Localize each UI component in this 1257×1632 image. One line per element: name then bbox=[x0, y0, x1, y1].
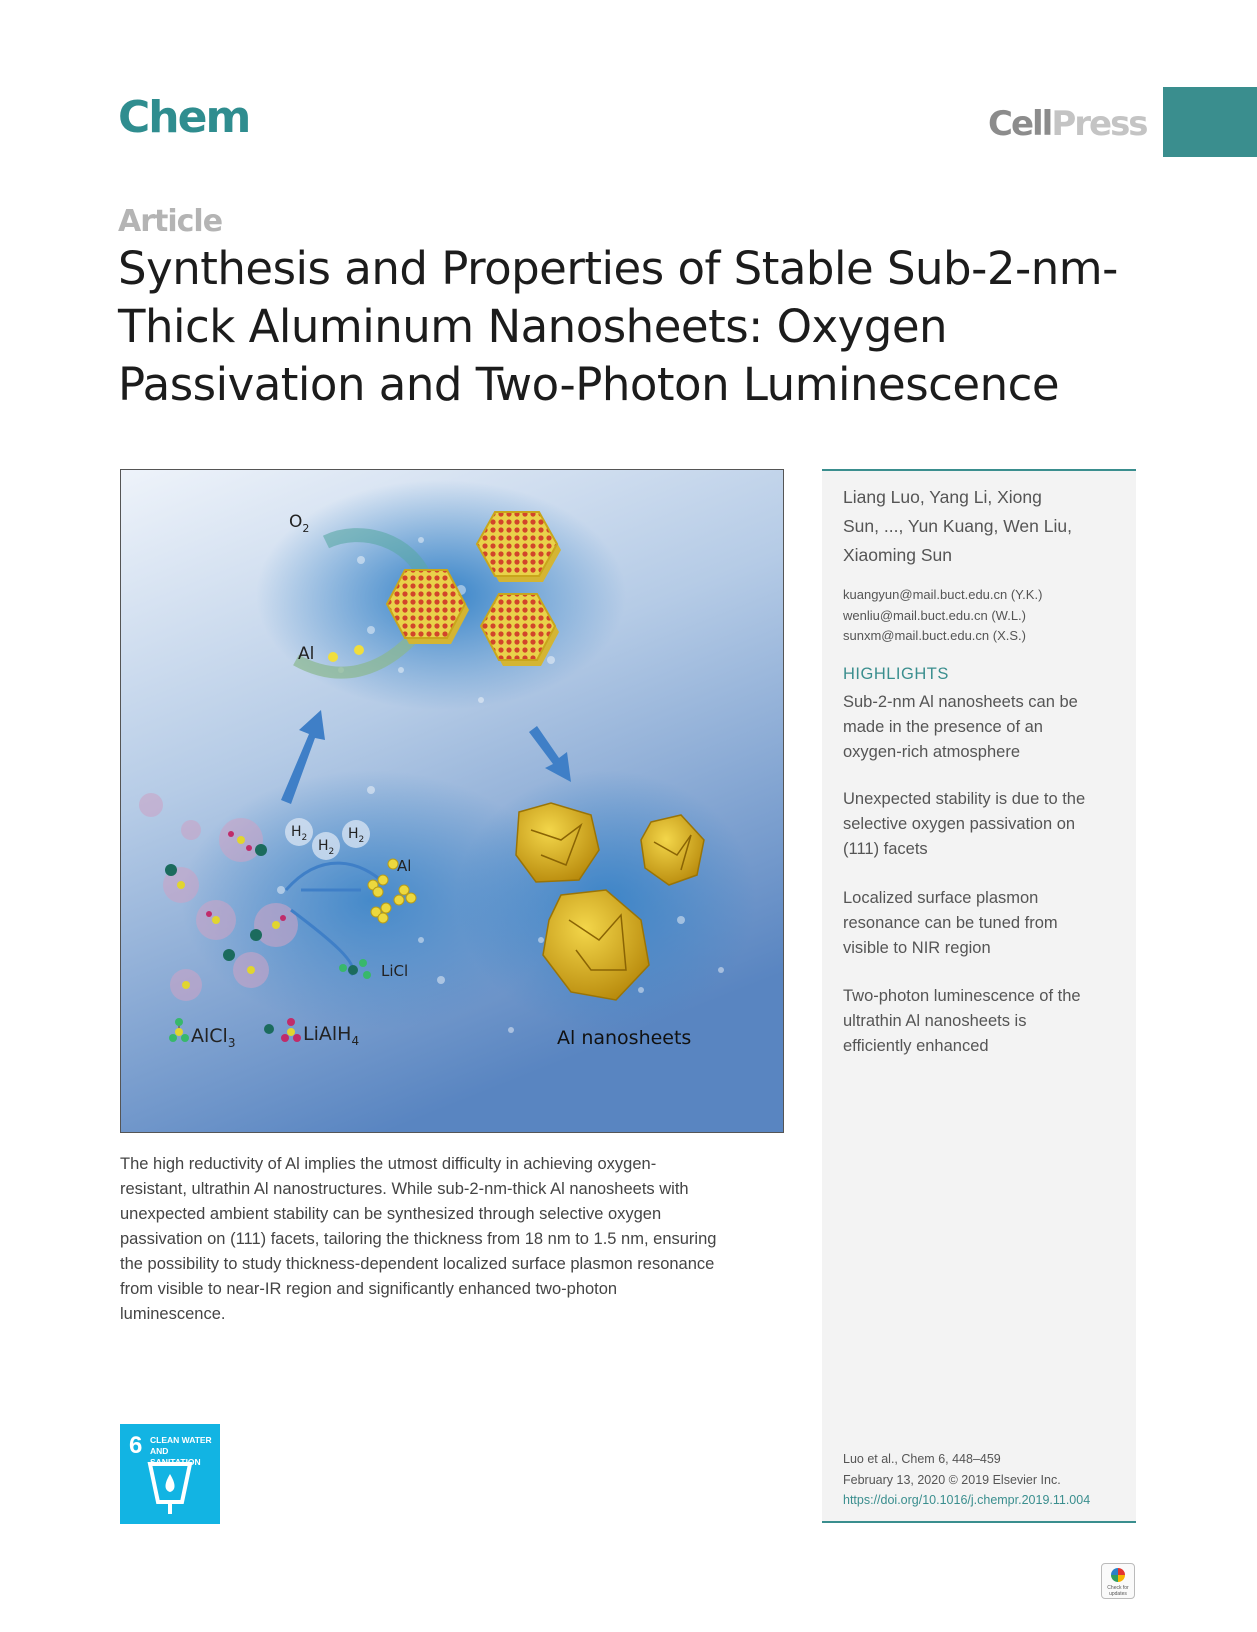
abstract-line: The high reductivity of Al implies the utmost difficulty in achieving oxygen- bbox=[120, 1155, 657, 1173]
highlight-line: efficiently enhanced bbox=[843, 1037, 989, 1055]
author-line: Liang Luo, Yang Li, Xiong bbox=[843, 487, 1042, 507]
highlight-line: resonance can be tuned from bbox=[843, 914, 1058, 932]
sdg-label-line: AND SANITATION bbox=[150, 1446, 201, 1467]
title-line: Passivation and Two-Photon Luminescence bbox=[118, 358, 1060, 411]
abstract-text bbox=[120, 1152, 780, 1327]
highlight-line: selective oxygen passivation on bbox=[843, 815, 1076, 833]
alcl3-legend-label: AlCl$_3$ bbox=[191, 1025, 236, 1050]
highlight-item bbox=[843, 886, 1058, 961]
highlight-line: made in the presence of an bbox=[843, 718, 1043, 736]
abstract-line: resistant, ultrathin Al nanostructures. While sub-2-nm-thick Al nanosheets with bbox=[120, 1180, 689, 1198]
email-list bbox=[843, 585, 1042, 647]
check-for-updates-badge[interactable] bbox=[1101, 1563, 1135, 1599]
journal-logo: Chem bbox=[118, 92, 250, 143]
al-atom bbox=[328, 652, 338, 662]
author-line: Sun, ..., Yun Kuang, Wen Liu, bbox=[843, 516, 1072, 536]
o2-label: $O_2$ bbox=[289, 512, 310, 535]
al-right-label: Al bbox=[397, 857, 412, 875]
highlight-line: Localized surface plasmon bbox=[843, 889, 1039, 907]
citation-block bbox=[843, 1449, 1090, 1511]
highlight-item bbox=[843, 984, 1081, 1059]
water-glass-icon bbox=[120, 1424, 220, 1524]
check-for-updates-label: Check for updates bbox=[1107, 1585, 1129, 1597]
al-top-label: Al bbox=[298, 644, 315, 664]
author-list bbox=[843, 483, 1072, 570]
h2-label: $H_2$ bbox=[348, 826, 365, 845]
highlight-line: ultrathin Al nanosheets is bbox=[843, 1012, 1027, 1030]
article-type-label: Article bbox=[118, 204, 223, 239]
al-atom bbox=[354, 645, 364, 655]
h2-label: $H_2$ bbox=[291, 824, 308, 843]
highlight-line: (111) facets bbox=[843, 840, 928, 858]
author-email[interactable]: kuangyun@mail.buct.edu.cn (Y.K.) bbox=[843, 587, 1043, 602]
al-nanosheets-label: Al nanosheets bbox=[557, 1027, 692, 1049]
highlight-item bbox=[843, 690, 1078, 765]
author-line: Xiaoming Sun bbox=[843, 545, 952, 565]
highlights-heading: HIGHLIGHTS bbox=[843, 665, 949, 683]
sdg-badge bbox=[120, 1424, 220, 1524]
publisher-logo-press: Press bbox=[1051, 104, 1147, 144]
author-email[interactable]: sunxm@mail.buct.edu.cn (X.S.) bbox=[843, 628, 1026, 643]
author-email[interactable]: wenliu@mail.buct.edu.cn (W.L.) bbox=[843, 607, 1026, 623]
abstract-line: passivation on (111) facets, tailoring the thickness from 18 nm to 1.5 nm, ensuring bbox=[120, 1230, 717, 1248]
title-line: Thick Aluminum Nanosheets: Oxygen bbox=[118, 300, 948, 353]
publisher-logo-cell: Cell bbox=[988, 104, 1052, 144]
article-title bbox=[118, 240, 1118, 414]
highlight-line: visible to NIR region bbox=[843, 939, 991, 957]
publisher-logo bbox=[988, 104, 1147, 144]
citation-line: Luo et al., Chem 6, 448–459 bbox=[843, 1452, 1001, 1466]
highlight-line: Unexpected stability is due to the bbox=[843, 790, 1086, 808]
highlight-line: oxygen-rich atmosphere bbox=[843, 743, 1021, 761]
highlight-item bbox=[843, 787, 1085, 862]
sdg-number: 6 bbox=[129, 1432, 143, 1459]
h2-label: $H_2$ bbox=[318, 838, 335, 857]
sidebar bbox=[822, 469, 1136, 1523]
abstract-line: unexpected ambient stability can be synthesized through selective oxygen bbox=[120, 1205, 662, 1223]
abstract-line: luminescence. bbox=[120, 1305, 226, 1323]
lialh4-legend-label: LiAlH$_4$ bbox=[303, 1023, 360, 1048]
citation-line: February 13, 2020 © 2019 Elsevier Inc. bbox=[843, 1472, 1061, 1487]
abstract-line: the possibility to study thickness-dependent localized surface plasmon resonance bbox=[120, 1255, 715, 1273]
highlight-line: Two-photon luminescence of the bbox=[843, 987, 1081, 1005]
abstract-line: from visible to near-IR region and significantly enhanced two-photon bbox=[120, 1280, 618, 1298]
graphical-abstract bbox=[120, 469, 784, 1133]
licl-label: LiCl bbox=[381, 962, 409, 980]
page-tab-decoration bbox=[1163, 87, 1257, 157]
crossmark-icon bbox=[1111, 1568, 1125, 1582]
title-line: Synthesis and Properties of Stable Sub-2-nm- bbox=[118, 242, 1118, 295]
highlight-line: Sub-2-nm Al nanosheets can be bbox=[843, 693, 1078, 711]
sdg-label-line: CLEAN WATER bbox=[150, 1435, 212, 1445]
doi-link[interactable]: https://doi.org/10.1016/j.chempr.2019.11.004 bbox=[843, 1493, 1091, 1507]
